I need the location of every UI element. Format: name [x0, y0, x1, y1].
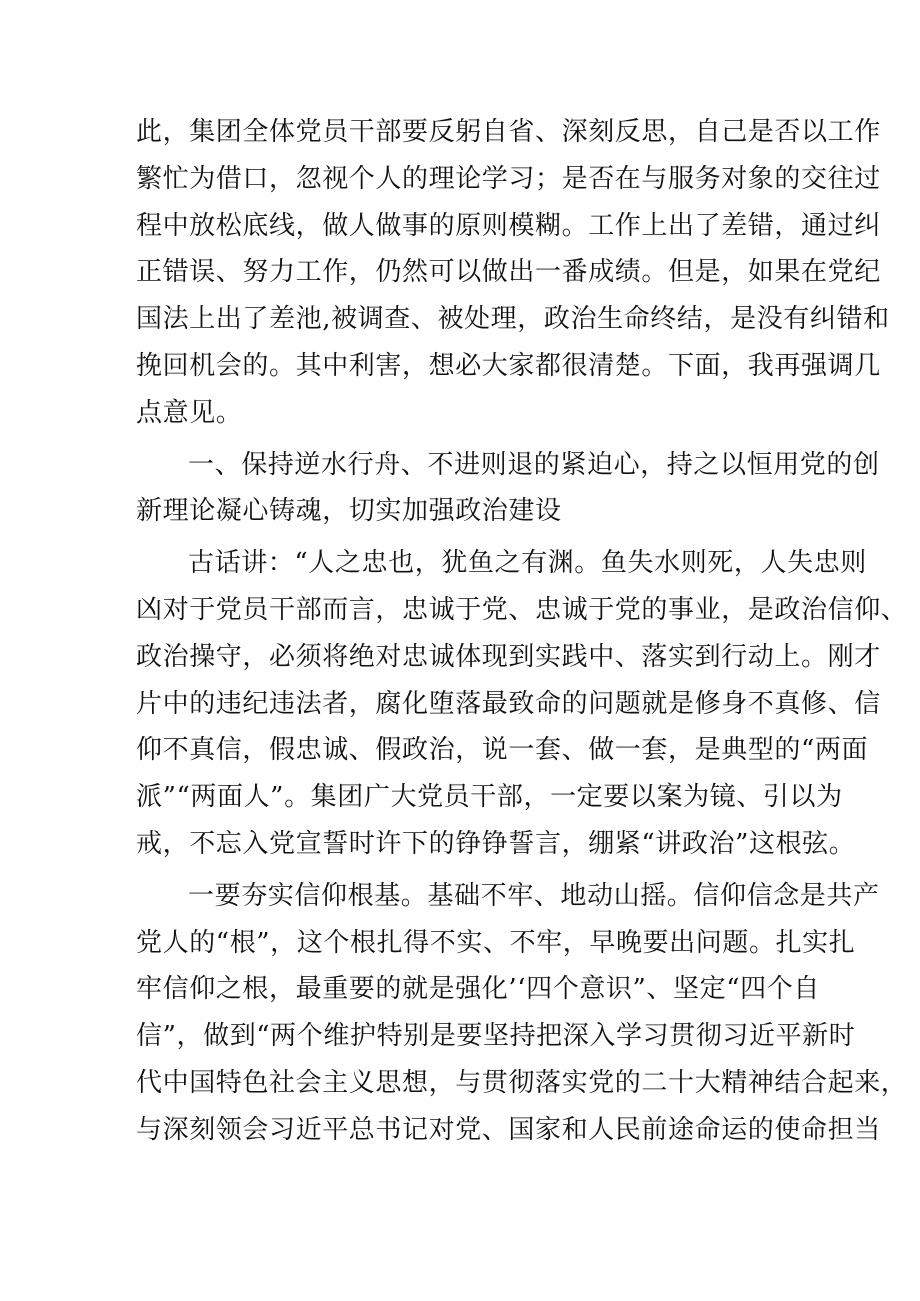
text-line: 牢信仰之根，最重要的就是强化’‘四个意识”、坚定“四个自 [136, 974, 820, 1005]
text-line: 挽回机会的。其中利害，想必大家都很清楚。下面，我再强调几 [136, 350, 881, 381]
text-line: 片中的违纪违法者，腐化堕落最致命的问题就是修身不真修、信 [136, 688, 881, 719]
text-line: 繁忙为借口，忽视个人的理论学习；是否在与服务对象的交往过 [136, 163, 881, 194]
text-line: 程中放松底线，做人做事的原则模糊。工作上出了差错，通过纠 [136, 210, 881, 241]
text-line: 信”，做到“两个维护特别是要坚持把深入学习贯彻习近平新时 [136, 1021, 856, 1052]
paragraph-self-reflection [136, 109, 890, 437]
text-line: 戒，不忘入党宣誓时许下的铮铮誓言，绷紧“讲政治”这根弦。 [136, 828, 856, 859]
text-line: 国法上出了差池,被调查、被处理，政治生命终结，是没有纠错和 [136, 304, 890, 335]
heading-line: 新理论凝心铸魂，切实加强政治建设 [136, 496, 562, 527]
text-line: 党人的“根”，这个根扎得不实、不牢，早晚要出问题。扎实扎 [136, 927, 856, 958]
paragraph-loyalty [136, 540, 908, 868]
text-line: 正错误、努力工作，仍然可以做出一番成绩。但是，如果在党纪 [136, 257, 881, 288]
text-line: 一要夯实信仰根基。基础不牢、地动山摇。信仰信念是共产 [188, 880, 880, 911]
text-line: 点意见。 [136, 397, 243, 428]
text-line: 古话讲：“人之忠也，犹鱼之有渊。鱼失水则死，人失忠则 [188, 548, 867, 579]
text-line: 政治操守，必须将绝对忠诚体现到实践中、落实到行动上。刚才 [136, 641, 881, 672]
text-line: 代中国特色社会主义思想，与贯彻落实党的二十大精神结合起来， [136, 1067, 908, 1098]
document-body [136, 109, 908, 1159]
paragraph-faith-foundation [136, 873, 908, 1154]
text-line: 此，集团全体党员干部要反躬自省、深刻反思，自己是否以工作 [136, 117, 881, 147]
text-line: 与深刻领会习近平总书记对党、国家和人民前途命运的使命担当 [136, 1114, 881, 1145]
text-line: 派”“两面人”。集团广大党员干部，一定要以案为镜、引以为 [136, 782, 843, 813]
text-line: 仰不真信，假忠诚、假政治，说一套、做一套，是典型的“两面 [136, 735, 869, 766]
section-heading-one [136, 442, 880, 536]
text-line: 凶对于党员干部而言，忠诚于党、忠诚于党的事业，是政治信仰、 [136, 594, 908, 625]
heading-line: 一、保持逆水行舟、不进则退的紧迫心，持之以恒用党的创 [188, 449, 880, 480]
